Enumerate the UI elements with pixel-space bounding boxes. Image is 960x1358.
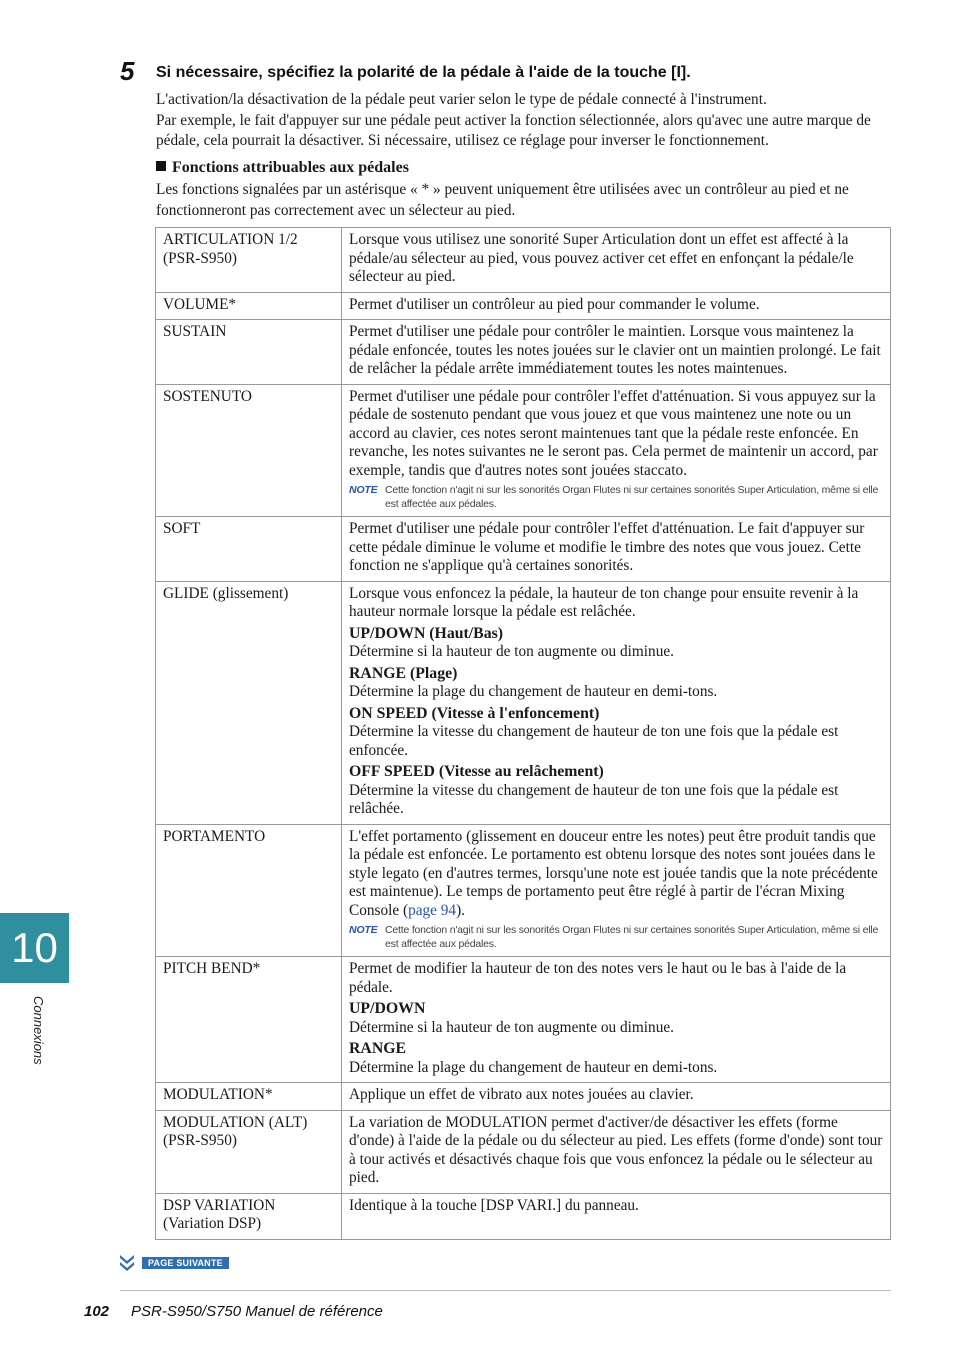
description-span: L'effet portamento (glissement en douceur entre les notes) peut être produit tandis que la pédale est enfoncée. Le portamento est obtenu lorsque des notes sont jouées dans le style legato (en d'autres termes, lorsqu'une note est jouée tandis que la note précédente est maintenue). Le temps de portamento peut être réglé à partir de l'écran Mixing Console ( xyxy=(349,827,878,919)
description-span: Permet de modifier la hauteur de ton des notes vers le haut ou le bas à l'aide de la pédale. xyxy=(349,960,847,996)
function-name-line: SOFT xyxy=(163,520,201,537)
description-span: Applique un effet de vibrato aux notes jouées au clavier. xyxy=(349,1086,694,1103)
description-span: Permet d'utiliser un contrôleur au pied pour commander le volume. xyxy=(349,295,760,313)
step-description xyxy=(156,90,896,152)
footer-divider xyxy=(120,1290,891,1291)
function-description xyxy=(342,824,891,957)
function-description xyxy=(342,292,891,320)
description-text xyxy=(349,296,883,315)
function-name xyxy=(156,824,342,957)
description-text xyxy=(349,520,883,576)
function-description xyxy=(342,1083,891,1111)
description-span: Permet d'utiliser une pédale pour contrôler l'effet d'atténuation. Si vous appuyez sur la pédale de sostenuto pendant que vous jouez et que vous maintenez une note ou un accord au clavier, ces notes seront maintenues tant que la pédale reste enfoncée. En revanche, les notes suivantes ne le seront pas. Cela permet de maintenir un accord, par exemple, tandis que d'autres notes sont jouées staccato. xyxy=(349,387,878,479)
function-name-line: DSP VARIATION xyxy=(163,1196,276,1214)
chapter-tab[interactable]: 10 xyxy=(0,913,69,983)
function-name xyxy=(156,1083,342,1111)
page-footer xyxy=(84,1303,383,1320)
function-name-line: (PSR-S950) xyxy=(163,249,237,267)
manual-title: PSR-S950/S750 Manuel de référence xyxy=(131,1303,383,1320)
step-paragraph: L'activation/la désactivation de la pédale peut varier selon le type de pédale connecté à l'instrument. xyxy=(156,91,767,108)
page-number: 102 xyxy=(84,1303,110,1320)
function-name xyxy=(156,228,342,293)
function-name-line: (Variation DSP) xyxy=(163,1215,262,1232)
step-paragraph: Par exemple, le fait d'appuyer sur une pédale peut activer la fonction sélectionnée, alors qu'avec une autre marque de pédale, cela pourrait la désactiver. Si nécessaire, utilisez ce réglage pour inverser le fonctionnement. xyxy=(156,111,871,149)
table-row xyxy=(156,1193,891,1239)
table-row xyxy=(156,384,891,517)
table-row xyxy=(156,292,891,320)
parameter-description: Détermine la plage du changement de hauteur en demi-tons. xyxy=(349,1058,718,1076)
note-box xyxy=(349,923,883,951)
step-number: 5 xyxy=(120,56,135,86)
parameter-description: Détermine la vitesse du changement de hauteur de ton une fois que la pédale est relâchée. xyxy=(349,781,839,817)
description-span: Lorsque vous enfoncez la pédale, la hauteur de ton change pour ensuite revenir à la hauteur normale lorsque la pédale est relâchée. xyxy=(349,584,859,620)
table-row xyxy=(156,1083,891,1111)
double-chevron-down-icon xyxy=(118,1253,136,1273)
function-name-line: (PSR-S950) xyxy=(163,1132,237,1149)
function-description xyxy=(342,228,891,293)
chapter-label-wrap xyxy=(30,996,46,1078)
function-description xyxy=(342,1193,891,1239)
note-text: Cette fonction n'agit ni sur les sonorités Organ Flutes ni sur certaines sonorités Super Articulation, même si elle est affectée aux pédales. xyxy=(385,484,879,510)
parameter-title: OFF SPEED (Vitesse au relâchement) xyxy=(349,763,604,780)
description-span: Lorsque vous utilisez une sonorité Super Articulation dont un effet est affecté à la pédale/au sélecteur au pied, vous pouvez activer cet effet en enfonçant la pédale/le sélecteur au pied. xyxy=(349,231,854,285)
parameter-description: Détermine la plage du changement de hauteur en demi-tons. xyxy=(349,683,718,700)
parameter-description: Détermine si la hauteur de ton augmente ou diminue. xyxy=(349,643,674,660)
description-text xyxy=(349,231,883,287)
function-description xyxy=(342,384,891,517)
function-name-line: ARTICULATION 1/2 xyxy=(163,231,298,248)
function-description xyxy=(342,581,891,824)
table-row xyxy=(156,517,891,582)
section-intro: Les fonctions signalées par un astérisque « * » peuvent uniquement être utilisées avec un contrôleur au pied et ne fonctionneront pas correctement avec un sélecteur au pied. xyxy=(156,181,849,219)
function-name-line: SUSTAIN xyxy=(163,323,227,340)
description-text xyxy=(349,388,883,481)
function-description xyxy=(342,320,891,385)
function-name-line: PORTAMENTO xyxy=(163,827,266,845)
function-name-line: PITCH BEND* xyxy=(163,960,261,977)
parameter-description: Détermine la vitesse du changement de hauteur de ton une fois que la pédale est enfoncée. xyxy=(349,723,839,759)
function-name xyxy=(156,292,342,320)
step-heading: Si nécessaire, spécifiez la polarité de la pédale à l'aide de la touche [I]. xyxy=(156,64,691,81)
description-text xyxy=(349,828,883,921)
description-span: Identique à la touche [DSP VARI.] du panneau. xyxy=(349,1196,639,1214)
parameter-title: RANGE (Plage) xyxy=(349,664,458,682)
function-name xyxy=(156,1193,342,1239)
table-row xyxy=(156,1110,891,1193)
function-name-line: MODULATION* xyxy=(163,1086,273,1103)
note-label: NOTE xyxy=(349,484,378,496)
function-name-line: GLIDE (glissement) xyxy=(163,584,289,602)
description-span: Permet d'utiliser une pédale pour contrôler le maintien. Lorsque vous maintenez la pédale enfoncée, toutes les notes jouées sur le clavier ont un maintien prolongé. Le fait de relâcher la pédale arrête immédiatement toutes les notes maintenues. xyxy=(349,323,881,377)
note-label: NOTE xyxy=(349,924,378,936)
table-row xyxy=(156,581,891,824)
note-text: Cette fonction n'agit ni sur les sonorités Organ Flutes ni sur certaines sonorités Super Articulation, même si elle est affectée aux pédales. xyxy=(385,924,879,950)
function-description xyxy=(342,517,891,582)
description-text xyxy=(349,1086,883,1105)
note-box xyxy=(349,483,883,511)
function-name xyxy=(156,517,342,582)
parameter-description: Détermine si la hauteur de ton augmente ou diminue. xyxy=(349,1018,674,1036)
function-name xyxy=(156,320,342,385)
parameter-title: UP/DOWN (Haut/Bas) xyxy=(349,624,504,642)
table-row xyxy=(156,320,891,385)
function-name-line: MODULATION (ALT) xyxy=(163,1113,308,1131)
function-description xyxy=(342,1110,891,1193)
table-row xyxy=(156,824,891,957)
section-heading xyxy=(156,159,409,177)
next-page-link[interactable] xyxy=(118,1253,229,1273)
chapter-label: Connexions xyxy=(31,996,46,1065)
description-text xyxy=(349,1197,883,1216)
next-page-label: PAGE SUIVANTE xyxy=(142,1257,229,1269)
page-link[interactable]: page 94 xyxy=(408,901,457,919)
description-span: ). xyxy=(456,901,465,919)
section-heading-text: Fonctions attribuables aux pédales xyxy=(172,159,409,176)
description-span: La variation de MODULATION permet d'activer/de désactiver les effets (forme d'onde) à l'aide de la pédale ou du sélecteur au pied. Les effets (forme d'onde) sont tour à tour activés et désactivés chaque fois que vous enfoncez la pédale ou le sélecteur au pied. xyxy=(349,1113,883,1186)
parameter-title: ON SPEED (Vitesse à l'enfoncement) xyxy=(349,704,600,722)
square-bullet-icon xyxy=(156,161,166,171)
function-name-line: SOSTENUTO xyxy=(163,387,252,405)
parameter-title: RANGE xyxy=(349,1040,407,1057)
description-text xyxy=(349,585,883,622)
function-name xyxy=(156,384,342,517)
function-name-line: VOLUME* xyxy=(163,295,237,313)
function-name xyxy=(156,581,342,824)
table-row xyxy=(156,957,891,1083)
function-name xyxy=(156,1110,342,1193)
pedal-functions-table xyxy=(155,227,891,1240)
description-span: Permet d'utiliser une pédale pour contrôler l'effet d'atténuation. Le fait d'appuyer sur cette pédale diminue le volume et modifie le timbre des notes que vous jouez. Cette fonction ne s'applique qu'à certaines sonorités. xyxy=(349,520,865,574)
function-description xyxy=(342,957,891,1083)
function-name xyxy=(156,957,342,1083)
table-body xyxy=(156,228,891,1240)
description-text xyxy=(349,960,883,997)
table-row xyxy=(156,228,891,293)
description-text xyxy=(349,323,883,379)
parameter-title: UP/DOWN xyxy=(349,1000,426,1017)
description-text xyxy=(349,1114,883,1188)
